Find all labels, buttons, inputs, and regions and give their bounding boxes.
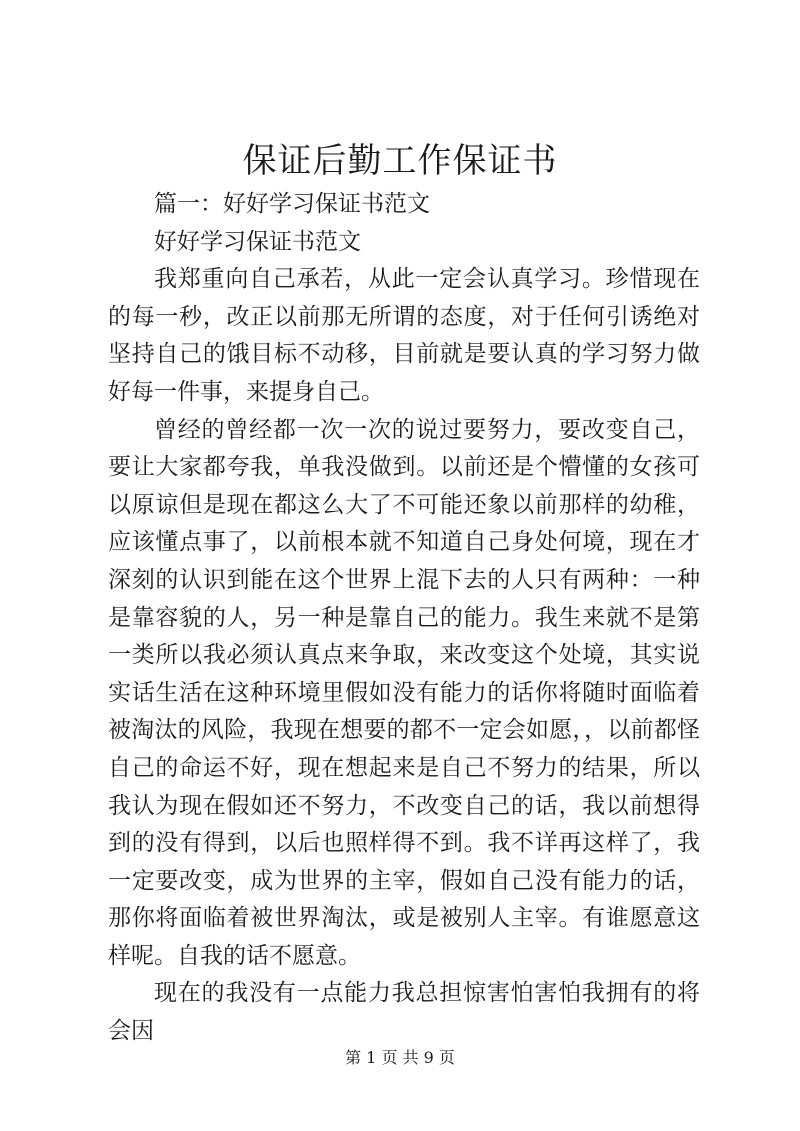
document-body <box>108 186 700 1051</box>
document-title: 保证后勤工作保证书 <box>242 141 558 181</box>
body-paragraph: 我郑重向自己承若，从此一定会认真学习。珍惜现在的每一秒，改正以前那无所谓的态度，对于任何引诱绝对坚持自己的饿目标不动移，目前就是要认真的学习努力做好每一件事，来提身自己。 <box>108 266 700 405</box>
page-footer: 第 1 页 共 9 页 <box>345 1048 455 1067</box>
body-paragraph: 现在的我没有一点能力我总担惊害怕害怕我拥有的将会因 <box>108 980 700 1045</box>
subheading: 好好学习保证书范文 <box>154 228 361 255</box>
section-heading: 篇一：好好学习保证书范文 <box>154 191 430 217</box>
body-paragraph: 曾经的曾经都一次一次的说过要努力，要改变自己，要让大家都夸我，单我没做到。以前还是个懵懂的女孩可以原谅但是现在都这么大了不可能还象以前那样的幼稚，应该懂点事了，以前根本就不知道自己身处何境，现在才深刻的认识到能在这个世界上混下去的人只有两种：一种是靠容貌的人，另一种是靠自己的能力。我生来就不是第一类所以我必须认真点来争取，来改变这个处境，其实说实话生活在这种环境里假如没有能力的话你将随时面临着被淘汰的风险，我现在想要的都不一定会如愿，，以前都怪自己的命运不好，现在想起来是自己不努力的结果，所以我认为现在假如还不努力，不改变自己的话，我以前想得到的没有得到，以后也照样得不到。我不详再这样了，我一定要改变，成为世界的主宰，假如自己没有能力的话，那你将面临着被世界淘汰，或是被别人主宰。有谁愿意这样呢。自我的话不愿意。 <box>108 416 700 969</box>
